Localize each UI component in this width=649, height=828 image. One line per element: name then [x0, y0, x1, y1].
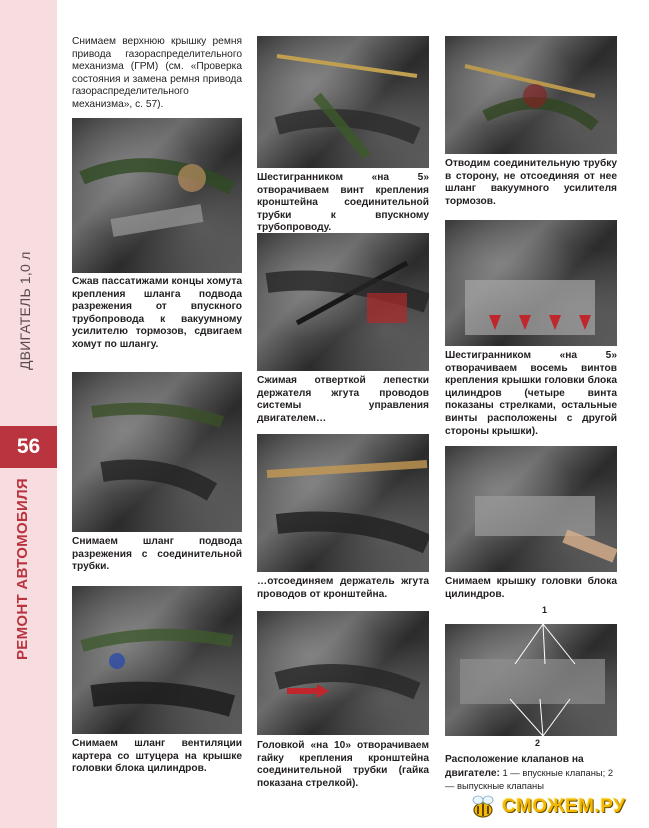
- hex-key-bracket-illustration: [257, 36, 429, 168]
- running-header-engine: ДВИГАТЕЛЬ 1,0 л: [17, 251, 33, 370]
- step-photo-7: [257, 611, 429, 735]
- crankcase-hose-illustration: [72, 586, 242, 734]
- step-photo-9: [445, 220, 617, 346]
- watermark-text: СМОЖЕМ.РУ: [502, 796, 626, 817]
- intro-text: Снимаем верхнюю крышку ремня привода газораспределительного механизма (ГРМ) (см. «Проверка состояния и замена ремня привода газораспределительного механизма», с. 57).: [72, 36, 242, 110]
- watermark: [468, 790, 644, 824]
- valve-caption-bold: Расположение клапанов на двигателе:: [445, 754, 584, 779]
- valve-label-2: 2: [535, 738, 541, 748]
- cylinder-head-cover-illustration: [445, 220, 617, 346]
- connecting-tube-illustration: [445, 36, 617, 154]
- step-caption-7: Головкой «на 10» отворачиваем гайку крепления кронштейна соединительной трубки (гайка показана стрелкой).: [257, 740, 429, 789]
- cover-removal-illustration: [445, 446, 617, 572]
- pliers-hose-illustration: [72, 118, 242, 273]
- valve-caption-regular: 1 — впускные клапаны; 2 — выпускные клапаны: [445, 766, 614, 792]
- step-photo-4: [257, 36, 429, 168]
- step-caption-2: Снимаем шланг подвода разрежения с соединительной трубки.: [72, 536, 242, 573]
- valve-label-1: 1: [542, 605, 548, 615]
- valve-layout-photo: [445, 624, 617, 736]
- page-number: 56: [16, 435, 41, 458]
- harness-holder-illustration: [257, 434, 429, 572]
- step-photo-10: [445, 446, 617, 572]
- step-caption-6: …отсоединяем держатель жгута проводов от кронштейна.: [257, 576, 429, 600]
- running-header-book: РЕМОНТ АВТОМОБИЛЯ: [14, 477, 31, 660]
- step-photo-1: [72, 118, 242, 273]
- vacuum-hose-illustration: [72, 372, 242, 532]
- step-photo-6: [257, 434, 429, 572]
- valve-layout-illustration: [445, 624, 617, 736]
- step-caption-10: Снимаем крышку головки блока цилиндров.: [445, 576, 617, 600]
- step-photo-3: [72, 586, 242, 734]
- screwdriver-harness-illustration: [257, 233, 429, 371]
- step-caption-1: Сжав пассатижами концы хомута крепления шланга подвода разрежения от впускного трубопровода к вакуумному усилителю тормозов, сдвигаем хомут по шлангу.: [72, 276, 242, 350]
- step-caption-5: Сжимая отверткой лепестки держателя жгута проводов системы управления двигателем…: [257, 375, 429, 424]
- side-margin: [0, 0, 57, 828]
- step-photo-8: [445, 36, 617, 154]
- step-caption-4: Шестигранником «на 5» отворачиваем винт крепления кронштейна соединительной трубки к впускному трубопроводу.: [257, 172, 429, 234]
- valve-figure-caption: [445, 754, 617, 794]
- step-caption-3: Снимаем шланг вентиляции картера со штуцера на крышке головки блока цилиндров.: [72, 738, 242, 775]
- step-photo-2: [72, 372, 242, 532]
- step-photo-5: [257, 233, 429, 371]
- step-caption-9: Шестигранником «на 5» отворачиваем восемь винтов крепления крышки головки блока цилиндров (четыре винта показаны стрелками, остальные винты расположены с другой стороны крышки).: [445, 350, 617, 437]
- bee-icon: [468, 792, 498, 822]
- step-caption-8: Отводим соединительную трубку в сторону, не отсоединяя от нее шланг вакуумного усилителя тормозов.: [445, 158, 617, 207]
- nut-arrow-illustration: [257, 611, 429, 735]
